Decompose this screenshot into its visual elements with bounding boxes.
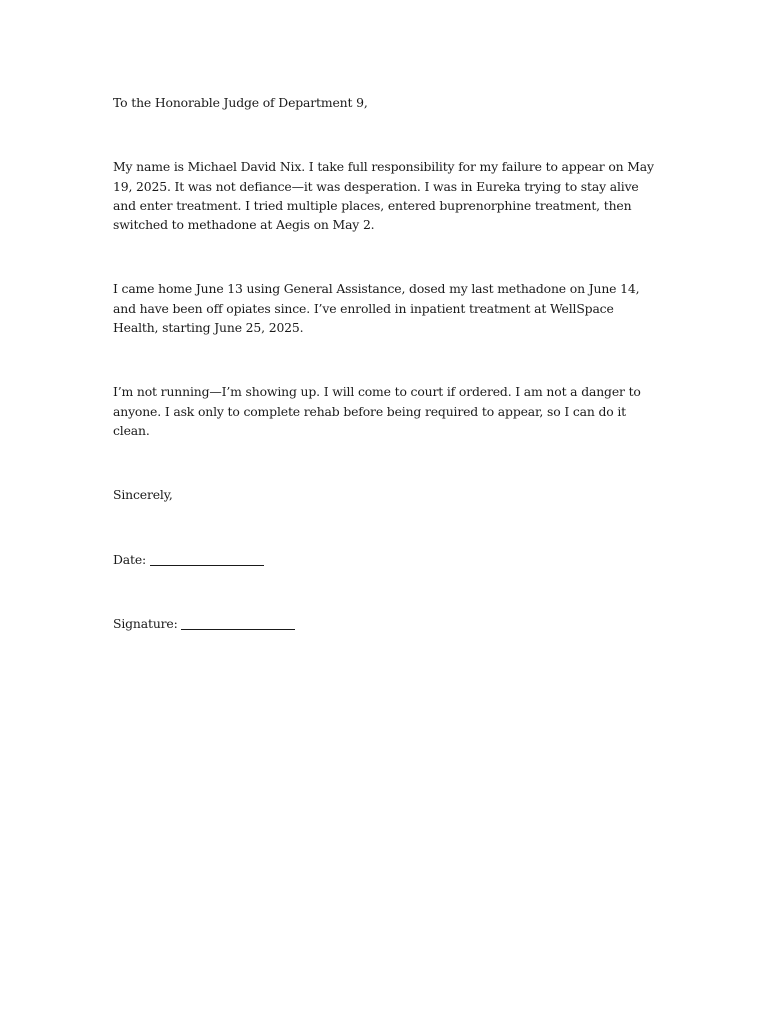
date-line xyxy=(113,550,658,569)
salutation: To the Honorable Judge of Department 9, xyxy=(113,95,368,110)
date-blank xyxy=(150,565,264,566)
signature-label: Signature: xyxy=(113,615,178,631)
signature-blank xyxy=(181,629,295,630)
closing: Sincerely, xyxy=(113,487,173,503)
date-label: Date: xyxy=(113,551,147,567)
paragraph-treatment-enrollment: I came home June 13 using General Assistance, dosed my last methadone on June 14, and have been off opiates since. I’ve enrolled in inpatient treatment at WellSpace Health, starting June 25, 2025. xyxy=(113,281,640,336)
paragraph-request: I’m not running—I’m showing up. I will come to court if ordered. I am not a danger to anyone. I ask only to complete rehab before being required to appear, so I can do it clean. xyxy=(113,384,641,438)
letter-body xyxy=(113,93,658,678)
paragraph-failure-to-appear: My name is Michael David Nix. I take full responsibility for my failure to appear on May 19, 2025. It was not defiance—it was desperation. I was in Eureka trying to stay alive and enter treatment. I tried multiple places, entered buprenorphine treatment, then switched to methadone at Aegis on May 2. xyxy=(113,159,654,233)
signature-line xyxy=(113,614,658,633)
